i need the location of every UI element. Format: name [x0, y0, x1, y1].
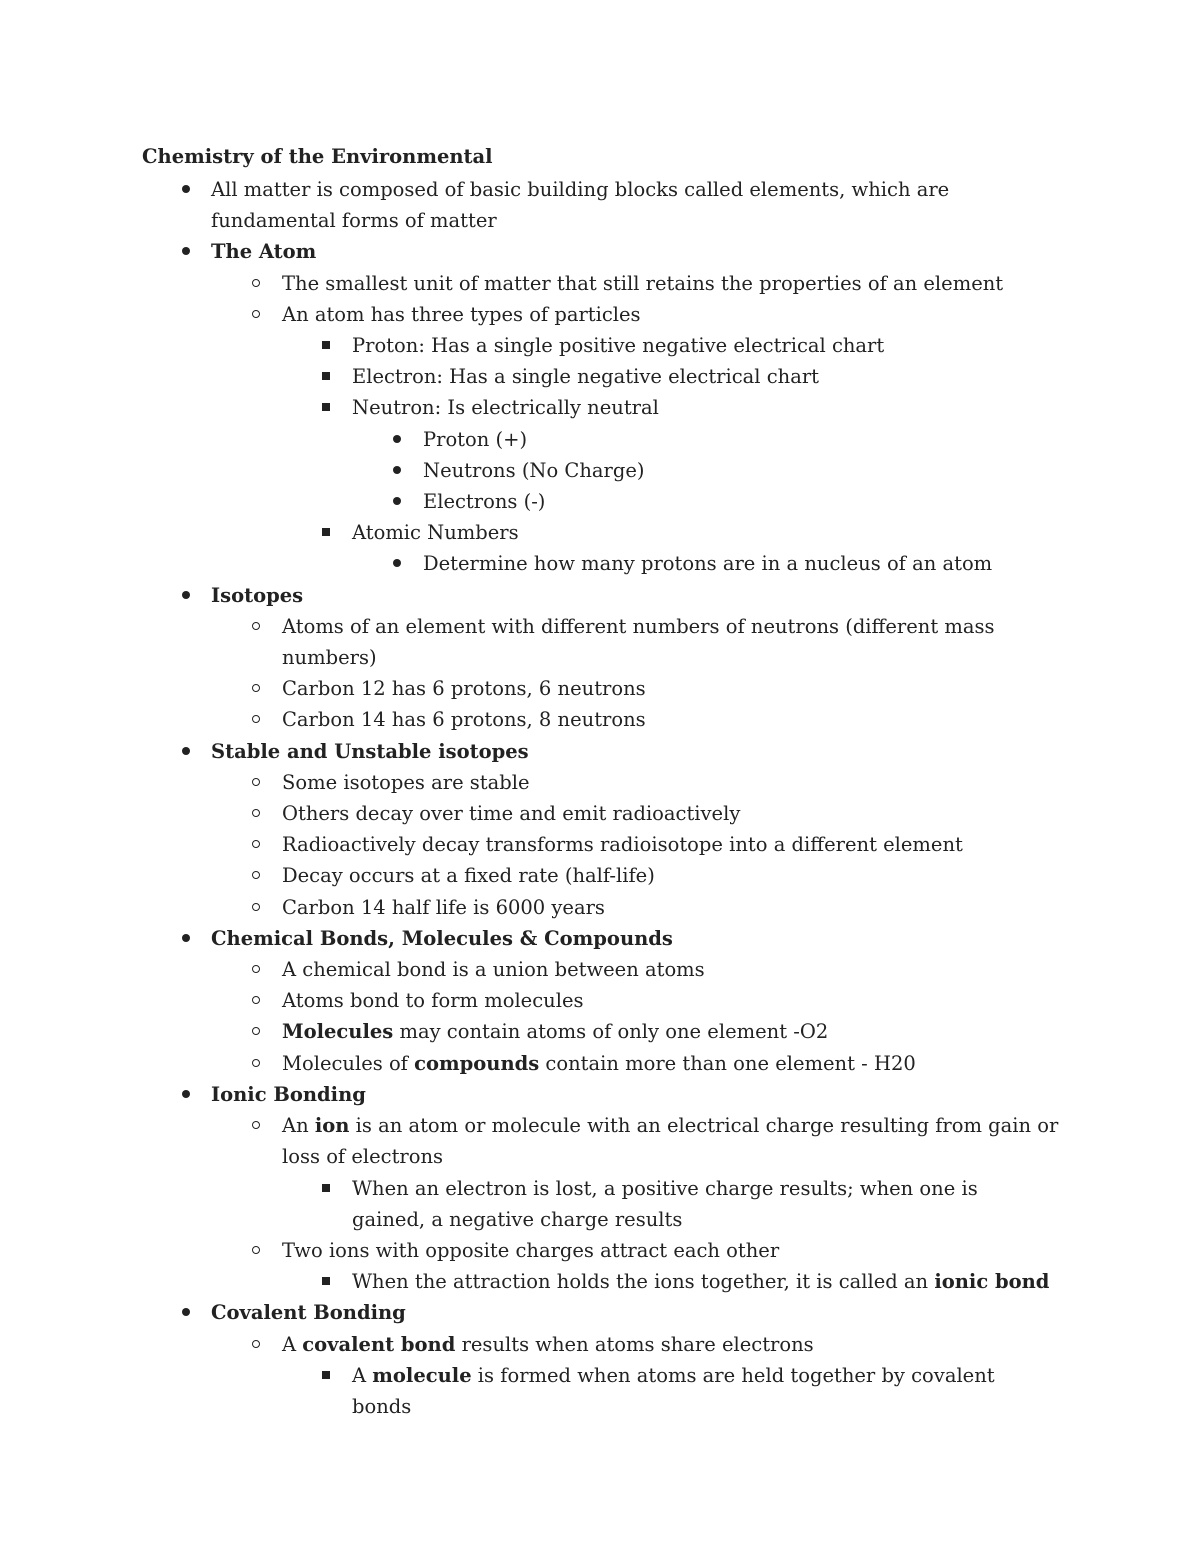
list-item: [0, 736, 1051, 767]
bullet-circle-icon: [244, 798, 268, 829]
list-item-text: [211, 1297, 1051, 1328]
text-segment: A: [352, 1363, 373, 1387]
bullet-dot-icon: [174, 580, 198, 611]
text-segment: When an electron is lost, a positive charge results; when one is gained, a negative charge results: [352, 1176, 978, 1231]
text-segment: Electron: Has a single negative electrical chart: [352, 365, 819, 389]
bullet-square-icon: [314, 1173, 338, 1204]
bullet-circle-icon: [244, 829, 268, 860]
bullet-circle-icon: [244, 1110, 268, 1141]
list-item: [0, 299, 1062, 330]
bullet-circle-icon: [244, 985, 268, 1016]
list-item-text: [282, 1110, 1062, 1172]
list-item-text: [211, 1079, 1051, 1110]
document-title: Chemistry of the Environmental: [142, 145, 493, 168]
text-segment: is an atom or molecule with an electrical charge resulting from gain or loss of electrons: [282, 1114, 1059, 1169]
list-item: [0, 1110, 1062, 1172]
text-segment: All matter is composed of basic building blocks called elements, which are fundamental forms of matter: [211, 178, 950, 233]
list-item: [0, 611, 1062, 673]
bullet-dot-icon: [385, 486, 409, 517]
text-segment: Proton (+): [423, 427, 528, 451]
text-segment: An: [282, 1114, 315, 1138]
bullet-dot-icon: [174, 1297, 198, 1328]
bullet-dot-icon: [385, 455, 409, 486]
list-item: [0, 798, 1062, 829]
list-item-text: [352, 361, 1052, 392]
list-item-text: [282, 829, 1062, 860]
text-segment: Proton: Has a single positive negative electrical chart: [352, 334, 885, 358]
bullet-dot-icon: [174, 923, 198, 954]
text-segment: Molecules of: [282, 1051, 415, 1075]
list-item: [0, 330, 1052, 361]
bold-term: covalent bond: [302, 1332, 456, 1356]
list-item: [0, 767, 1062, 798]
list-item-text: [282, 798, 1062, 829]
text-segment: A chemical bond is a union between atoms: [282, 958, 705, 982]
list-item-text: [282, 1048, 1062, 1079]
list-item-text: [352, 1266, 1052, 1297]
text-segment: The smallest unit of matter that still retains the properties of an element: [282, 271, 1004, 295]
list-item: [0, 1016, 1062, 1047]
text-segment: A: [282, 1332, 303, 1356]
bullet-square-icon: [314, 392, 338, 423]
text-segment: Carbon 14 half life is 6000 years: [282, 895, 605, 919]
text-segment: An atom has three types of particles: [282, 302, 641, 326]
text-segment: Atomic Numbers: [352, 521, 519, 545]
list-item: [0, 580, 1051, 611]
text-segment: Electrons (-): [423, 490, 546, 514]
list-item: [0, 860, 1062, 891]
bullet-circle-icon: [244, 704, 268, 735]
list-item: [0, 1360, 1052, 1422]
list-item-text: [352, 517, 1052, 548]
bold-term: Ionic Bonding: [211, 1082, 366, 1106]
bullet-dot-icon: [174, 174, 198, 205]
list-item: [0, 1235, 1062, 1266]
bullet-dot-icon: [174, 236, 198, 267]
list-item-text: [282, 268, 1062, 299]
list-item: [0, 548, 1063, 579]
list-item: [0, 829, 1062, 860]
bullet-circle-icon: [244, 954, 268, 985]
list-item: [0, 1266, 1052, 1297]
text-segment: Some isotopes are stable: [282, 770, 530, 794]
list-item-text: [352, 392, 1052, 423]
list-item: [0, 704, 1062, 735]
list-item-text: [211, 580, 1051, 611]
list-item: [0, 517, 1052, 548]
text-segment: Decay occurs at a fixed rate (half-life): [282, 864, 655, 888]
bullet-dot-icon: [385, 548, 409, 579]
list-item: [0, 174, 1051, 236]
list-item-text: [211, 736, 1051, 767]
text-segment: When the attraction holds the ions together, it is called an: [352, 1270, 935, 1294]
text-segment: Neutron: Is electrically neutral: [352, 396, 659, 420]
bullet-circle-icon: [244, 860, 268, 891]
text-segment: Carbon 12 has 6 protons, 6 neutrons: [282, 677, 646, 701]
list-item: [0, 954, 1062, 985]
list-item: [0, 923, 1051, 954]
bold-term: ionic bond: [934, 1270, 1050, 1294]
bold-term: compounds: [414, 1051, 540, 1075]
list-item: [0, 268, 1062, 299]
list-item-text: [282, 299, 1062, 330]
bullet-dot-icon: [174, 736, 198, 767]
bullet-circle-icon: [244, 268, 268, 299]
text-segment: contain more than one element - H20: [539, 1051, 916, 1075]
text-segment: Determine how many protons are in a nucleus of an atom: [423, 552, 993, 576]
list-item: [0, 1048, 1062, 1079]
list-item-text: [211, 923, 1051, 954]
bold-term: Molecules: [282, 1020, 394, 1044]
bullet-square-icon: [314, 1360, 338, 1391]
bullet-circle-icon: [244, 1235, 268, 1266]
text-segment: is formed when atoms are held together by covalent bonds: [352, 1363, 995, 1418]
list-item: [0, 892, 1062, 923]
text-segment: Two ions with opposite charges attract each other: [282, 1238, 780, 1262]
list-item-text: [423, 455, 1063, 486]
list-item-text: [352, 330, 1052, 361]
list-item-text: [282, 985, 1062, 1016]
list-item-text: [282, 767, 1062, 798]
bullet-circle-icon: [244, 892, 268, 923]
bullet-circle-icon: [244, 611, 268, 642]
list-item-text: [282, 1235, 1062, 1266]
list-item-text: [282, 892, 1062, 923]
list-item: [0, 424, 1063, 455]
bold-term: The Atom: [211, 240, 317, 264]
text-segment: Neutrons (No Charge): [423, 458, 645, 482]
bullet-dot-icon: [174, 1079, 198, 1110]
list-item: [0, 1329, 1062, 1360]
list-item-text: [282, 1329, 1062, 1360]
bold-term: Covalent Bonding: [211, 1301, 406, 1325]
text-segment: Radioactively decay transforms radioisotope into a different element: [282, 833, 963, 857]
list-item-text: [352, 1360, 1052, 1422]
list-item-text: [282, 1016, 1062, 1047]
text-segment: results when atoms share electrons: [455, 1332, 814, 1356]
list-item: [0, 1297, 1051, 1328]
list-item: [0, 455, 1063, 486]
list-item-text: [423, 424, 1063, 455]
list-item: [0, 361, 1052, 392]
bold-term: Isotopes: [211, 583, 304, 607]
bullet-square-icon: [314, 1266, 338, 1297]
list-item-text: [282, 860, 1062, 891]
bullet-circle-icon: [244, 767, 268, 798]
list-item: [0, 236, 1051, 267]
bullet-circle-icon: [244, 1048, 268, 1079]
text-segment: Atoms of an element with different numbers of neutrons (different mass numbers): [282, 614, 995, 670]
bullet-circle-icon: [244, 673, 268, 704]
bullet-dot-icon: [385, 424, 409, 455]
list-item: [0, 1079, 1051, 1110]
list-item-text: [211, 236, 1051, 267]
bullet-circle-icon: [244, 299, 268, 330]
outline-list: [0, 174, 1200, 1422]
list-item-text: [282, 954, 1062, 985]
text-segment: may contain atoms of only one element -O2: [393, 1020, 829, 1044]
bullet-circle-icon: [244, 1329, 268, 1360]
bullet-square-icon: [314, 330, 338, 361]
bold-term: Chemical Bonds, Molecules & Compounds: [211, 926, 673, 950]
list-item-text: [423, 486, 1063, 517]
text-segment: Carbon 14 has 6 protons, 8 neutrons: [282, 708, 646, 732]
list-item: [0, 392, 1052, 423]
list-item-text: [211, 174, 1051, 236]
bullet-square-icon: [314, 361, 338, 392]
list-item-text: [352, 1173, 1052, 1235]
list-item: [0, 985, 1062, 1016]
list-item: [0, 1173, 1052, 1235]
text-segment: Atoms bond to form molecules: [282, 989, 584, 1013]
list-item-text: [282, 704, 1062, 735]
bullet-circle-icon: [244, 1016, 268, 1047]
list-item: [0, 673, 1062, 704]
list-item: [0, 486, 1063, 517]
text-segment: Others decay over time and emit radioactively: [282, 802, 741, 826]
bold-term: Stable and Unstable isotopes: [211, 739, 529, 763]
list-item-text: [423, 548, 1063, 579]
list-item-text: [282, 611, 1062, 673]
list-item-text: [282, 673, 1062, 704]
bold-term: ion: [314, 1114, 350, 1138]
bullet-square-icon: [314, 517, 338, 548]
bold-term: molecule: [372, 1363, 472, 1387]
